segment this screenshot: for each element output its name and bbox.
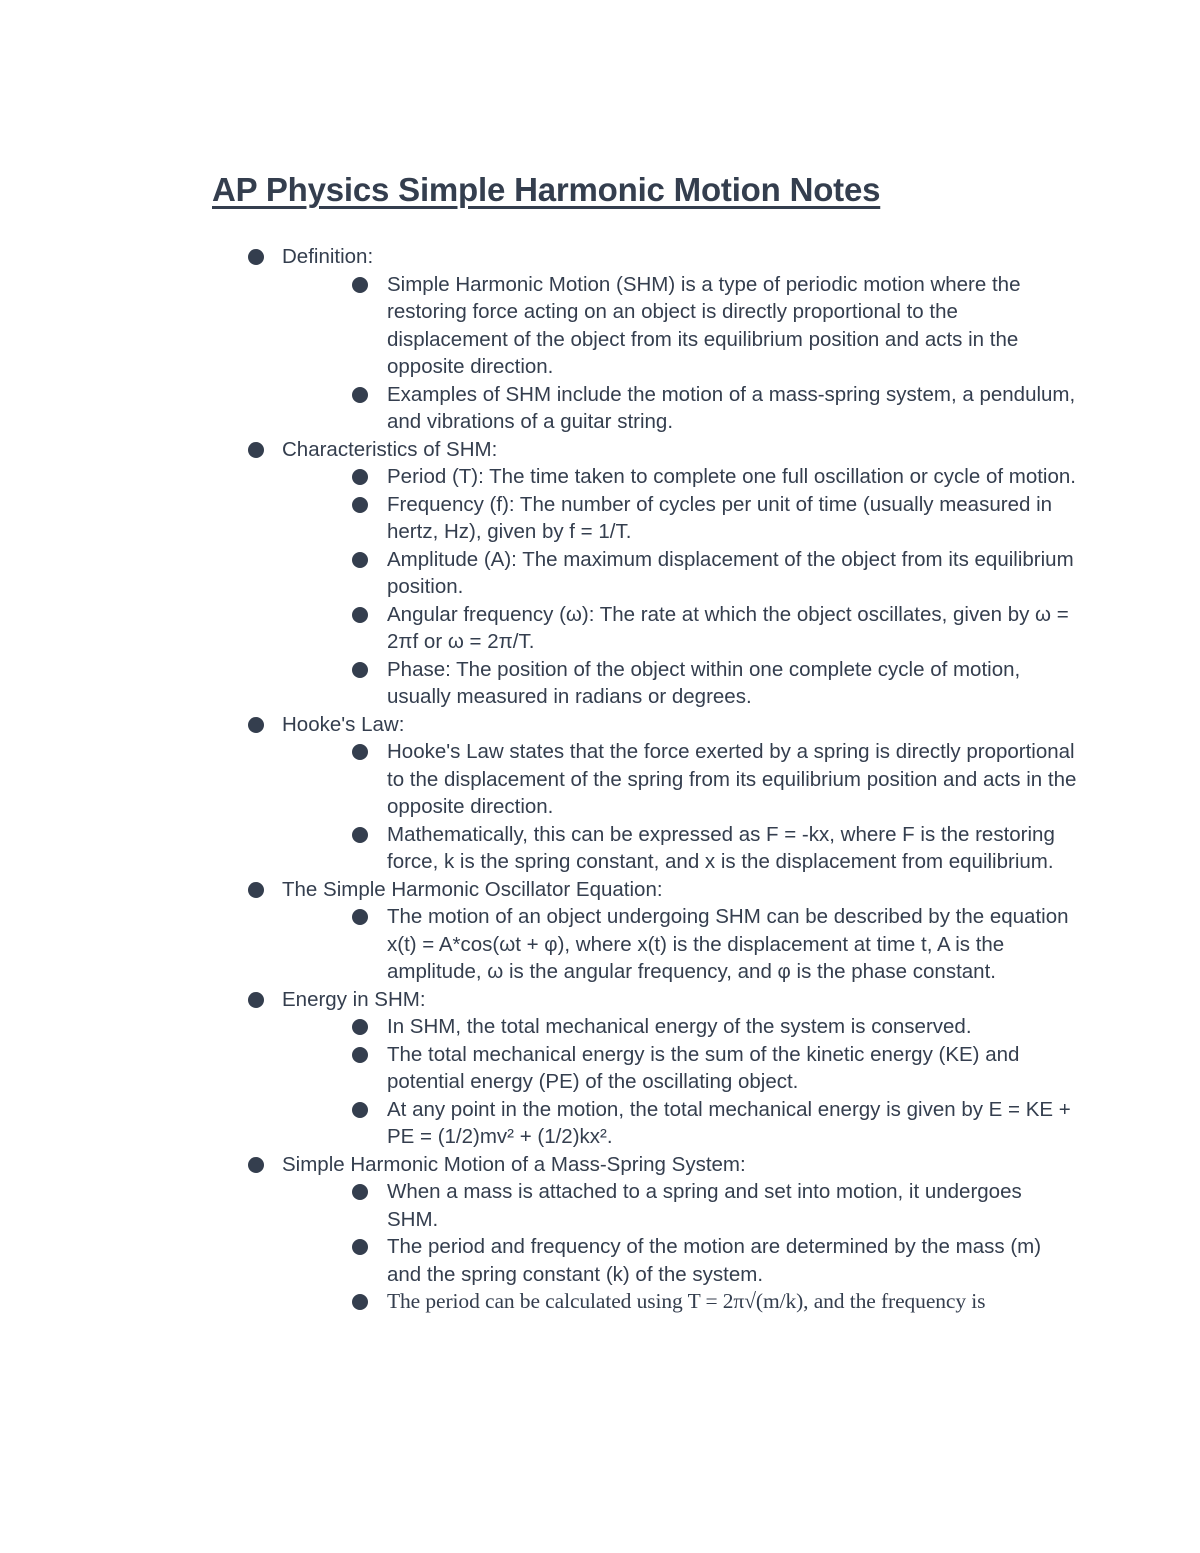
section-hookes-law xyxy=(248,711,1078,876)
list-item xyxy=(352,271,1078,381)
list-item xyxy=(352,656,1078,711)
sub-list xyxy=(282,463,1078,711)
list-item xyxy=(352,821,1078,876)
list-item-text: At any point in the motion, the total mechanical energy is given by E = KE + PE = (1/2)mv² + (1/2)kx². xyxy=(387,1097,1071,1148)
sub-list xyxy=(282,903,1078,986)
bullet-icon xyxy=(352,1239,368,1255)
bullet-icon xyxy=(352,1019,368,1035)
list-item xyxy=(352,1288,1078,1316)
section-energy xyxy=(248,986,1078,1151)
bullet-icon xyxy=(352,827,368,843)
list-item-text: Hooke's Law states that the force exerted by a spring is directly proportional to the displacement of the spring from its equilibrium position and acts in the opposite direction. xyxy=(387,740,1077,818)
section-heading: The Simple Harmonic Oscillator Equation: xyxy=(282,877,663,901)
section-definition xyxy=(248,243,1078,436)
list-item-text: The total mechanical energy is the sum of the kinetic energy (KE) and potential energy (PE) of the oscillating object. xyxy=(387,1042,1020,1093)
list-item-text: In SHM, the total mechanical energy of the system is conserved. xyxy=(387,1015,972,1038)
list-item xyxy=(352,1041,1078,1096)
bullet-icon xyxy=(352,909,368,925)
bullet-icon xyxy=(248,442,264,458)
bullet-icon xyxy=(352,1294,368,1310)
list-item-text: The motion of an object undergoing SHM can be described by the equation x(t) = A*cos(ωt + φ), where x(t) is the displacement at time t, A is the amplitude, ω is the angular frequency, and φ is the phase constant. xyxy=(387,905,1069,983)
list-item-text: Phase: The position of the object within one complete cycle of motion, usually measured in radians or degrees. xyxy=(387,657,1021,708)
bullet-icon xyxy=(352,552,368,568)
notes-outline xyxy=(248,243,1078,1316)
list-item xyxy=(352,546,1078,601)
sub-list xyxy=(282,271,1078,436)
bullet-icon xyxy=(352,1102,368,1118)
list-item xyxy=(352,1013,1078,1041)
bullet-icon xyxy=(352,1047,368,1063)
list-item xyxy=(352,903,1078,986)
bullet-icon xyxy=(248,249,264,265)
bullet-icon xyxy=(352,277,368,293)
section-heading: Energy in SHM: xyxy=(282,987,426,1011)
sub-list xyxy=(282,738,1078,876)
list-item-text: The period and frequency of the motion are determined by the mass (m) and the spring constant (k) of the system. xyxy=(387,1235,1042,1286)
section-characteristics xyxy=(248,436,1078,711)
document-title: AP Physics Simple Harmonic Motion Notes xyxy=(212,171,881,208)
bullet-icon xyxy=(248,1157,264,1173)
list-item xyxy=(352,463,1078,491)
list-item xyxy=(352,491,1078,546)
bullet-icon xyxy=(248,717,264,733)
list-item xyxy=(352,381,1078,436)
list-item xyxy=(352,738,1078,821)
list-item-text: Simple Harmonic Motion (SHM) is a type of periodic motion where the restoring force acting on an object is directly proportional to the displacement of the object from its equilibrium position and acts in the opposite direction. xyxy=(387,272,1021,378)
section-oscillator-equation xyxy=(248,876,1078,986)
section-heading: Hooke's Law: xyxy=(282,712,405,736)
list-item-text: Frequency (f): The number of cycles per unit of time (usually measured in hertz, Hz), given by f = 1/T. xyxy=(387,492,1053,543)
list-item-text: Amplitude (A): The maximum displacement of the object from its equilibrium position. xyxy=(387,547,1074,598)
bullet-icon xyxy=(352,497,368,513)
list-item-text: The period can be calculated using T = 2π√(m/k), and the frequency is xyxy=(387,1289,986,1313)
bullet-icon xyxy=(352,662,368,678)
list-item-text: Period (T): The time taken to complete one full oscillation or cycle of motion. xyxy=(387,465,1076,488)
bullet-icon xyxy=(352,607,368,623)
sub-list xyxy=(282,1013,1078,1151)
section-mass-spring xyxy=(248,1151,1078,1316)
list-item xyxy=(352,1233,1078,1288)
bullet-icon xyxy=(248,882,264,898)
bullet-icon xyxy=(352,469,368,485)
bullet-icon xyxy=(248,992,264,1008)
sub-list xyxy=(282,1178,1078,1316)
list-item-text: Angular frequency (ω): The rate at which the object oscillates, given by ω = 2πf or ω = 2π/T. xyxy=(387,602,1069,653)
bullet-icon xyxy=(352,1184,368,1200)
section-heading: Definition: xyxy=(282,245,374,268)
list-item-text: Examples of SHM include the motion of a mass-spring system, a pendulum, and vibrations of a guitar string. xyxy=(387,382,1076,433)
list-item xyxy=(352,1178,1078,1233)
section-heading: Simple Harmonic Motion of a Mass-Spring System: xyxy=(282,1152,746,1176)
section-heading: Characteristics of SHM: xyxy=(282,437,498,461)
list-item xyxy=(352,601,1078,656)
list-item-text: When a mass is attached to a spring and set into motion, it undergoes SHM. xyxy=(387,1180,1022,1231)
list-item xyxy=(352,1096,1078,1151)
bullet-icon xyxy=(352,387,368,403)
bullet-icon xyxy=(352,744,368,760)
list-item-text: Mathematically, this can be expressed as F = -kx, where F is the restoring force, k is the spring constant, and x is the displacement from equilibrium. xyxy=(387,822,1055,873)
